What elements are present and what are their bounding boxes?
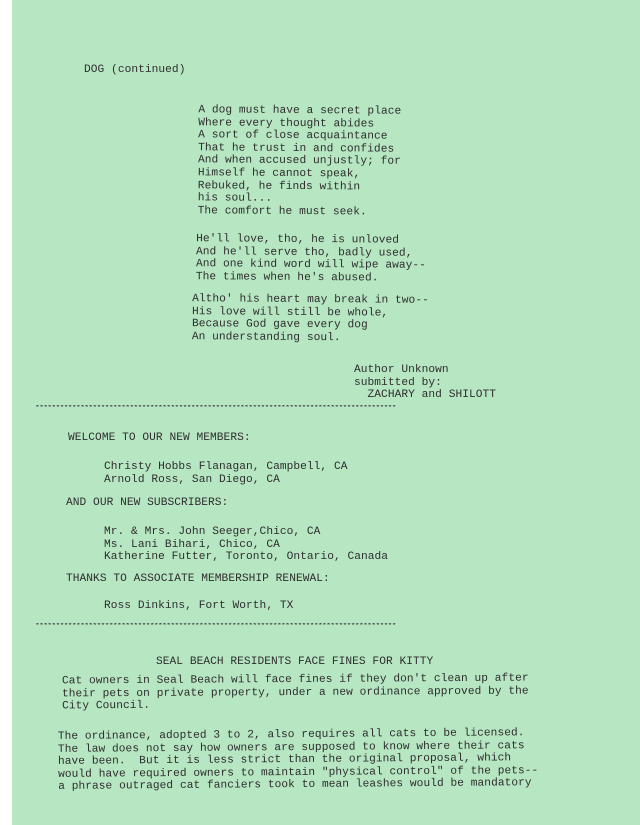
page-header: DOG (continued) — [84, 64, 186, 76]
article-paragraph-1: Cat owners in Seal Beach will face fines if they don't clean up after their pets on private property, under a new ordinance approved by the City Council. — [61, 672, 529, 713]
separator-line: **************************************************************************************** — [35, 623, 396, 630]
poem-stanza-2: He'll love, tho, he is unloved And he'll serve tho, badly used, And one kind word will wipe away-- The times when he's abused. — [195, 233, 426, 285]
article-paragraph-2: The ordinance, adopted 3 to 2, also requires all cats to be licensed. The law does not say how owners are supposed to know where their cats have been. But it is less strict than the original proposal, which would have required owners to maintain "physical control" of the pets-- a phrase outraged cat fanciers took to mean leashes would be mandatory — [57, 727, 539, 794]
separator-line: **************************************************************************************** — [35, 405, 396, 412]
subscribers-heading: AND OUR NEW SUBSCRIBERS: — [66, 497, 229, 509]
welcome-members-list: Christy Hobbs Flanagan, Campbell, CA Arnold Ross, San Diego, CA — [104, 461, 348, 486]
article-headline: SEAL BEACH RESIDENTS FACE FINES FOR KITTY — [156, 656, 434, 668]
renewal-heading: THANKS TO ASSOCIATE MEMBERSHIP RENEWAL: — [66, 573, 330, 585]
poem-attribution: Author Unknown submitted by: ZACHARY and SHILOTT — [354, 364, 497, 402]
renewal-list: Ross Dinkins, Fort Worth, TX — [104, 600, 294, 612]
poem-stanza-1: A dog must have a secret place Where every thought abides A sort of close acquaintance That he trust in and confides And when accused unjustly; for Himself he cannot speak, Rebuked, he finds within his soul... The comfort he must seek. — [197, 104, 402, 219]
document-page — [12, 0, 640, 825]
welcome-heading: WELCOME TO OUR NEW MEMBERS: — [68, 432, 251, 444]
subscribers-list: Mr. & Mrs. John Seeger,Chico, CA Ms. Lani Bihari, Chico, CA Katherine Futter, Toronto, Ontario, Canada — [104, 526, 389, 564]
poem-stanza-3: Altho' his heart may break in two-- His love will still be whole, Because God gave every dog An understanding soul. — [191, 293, 429, 344]
